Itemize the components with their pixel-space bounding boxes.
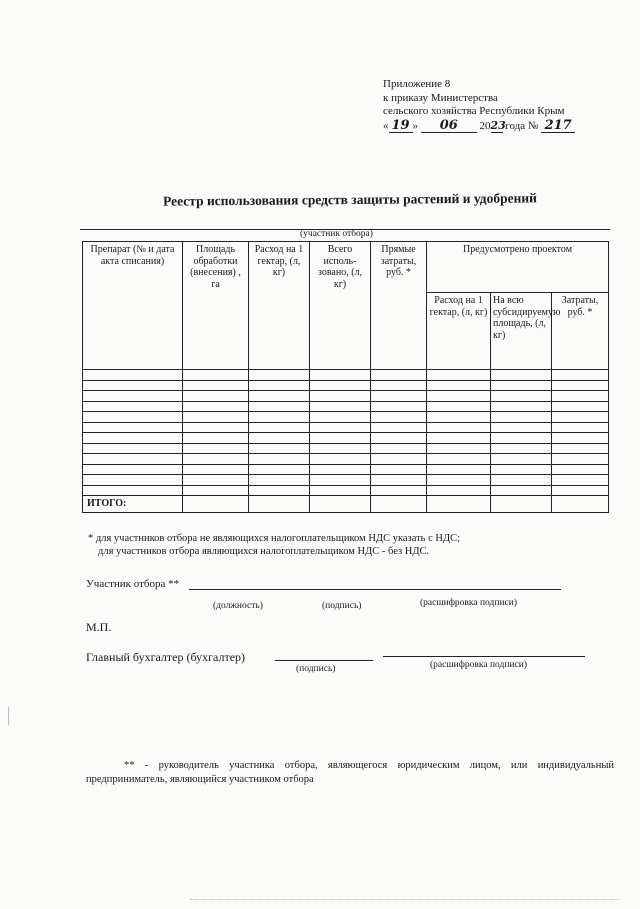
table-row xyxy=(83,391,609,401)
vat-note xyxy=(88,532,460,558)
header-project-rate: Расход на 1 гектар, (л, кг) xyxy=(427,293,491,370)
table-row xyxy=(83,475,609,485)
scan-mark xyxy=(8,707,9,725)
order-date-line xyxy=(383,119,575,134)
total-row xyxy=(83,496,609,513)
participant-signature-line xyxy=(189,589,561,590)
table-row xyxy=(83,401,609,411)
chief-decode-line xyxy=(383,656,585,657)
appendix-line-2: к приказу Министерства xyxy=(383,91,498,104)
participant-signature-label: Участник отбора ** xyxy=(86,578,180,590)
register-table xyxy=(82,241,609,513)
year-word: года № xyxy=(505,119,539,132)
chief-sign-caption: (подпись) xyxy=(296,664,336,674)
table-row xyxy=(83,370,609,380)
quote-open: « xyxy=(383,119,389,132)
header-project-costs: Затраты, руб. * xyxy=(552,293,609,370)
table-row xyxy=(83,380,609,390)
chief-decode-caption: (расшифровка подписи) xyxy=(430,660,527,670)
order-day: 19 xyxy=(389,119,413,134)
participant-label: (участник отбора) xyxy=(300,229,373,239)
vat-note-line-2: для участников отбора являющихся налогоплательщиком НДС - без НДС. xyxy=(98,546,430,557)
sign-caption: (подпись) xyxy=(322,601,362,611)
header-area: Площадь обработки (внесения) , га xyxy=(183,242,249,370)
order-number: 217 xyxy=(541,119,575,134)
table-row xyxy=(83,443,609,453)
appendix-line-3: сельского хозяйства Республики Крым xyxy=(383,105,565,117)
year-suffix: 23 xyxy=(490,118,506,132)
header-project-whole: На всю субсидируемую площадь, (л, кг) xyxy=(491,293,552,370)
table-row xyxy=(83,412,609,422)
year-prefix: 20 xyxy=(479,119,491,132)
quote-close: » xyxy=(412,119,418,132)
chief-sign-line xyxy=(275,660,373,661)
vat-note-line-1: * для участников отбора не являющихся налогоплательщиком НДС указать с НДС; xyxy=(88,533,461,544)
order-month: 06 xyxy=(421,119,477,134)
table-row xyxy=(83,485,609,495)
table-row xyxy=(83,422,609,432)
chief-accountant-label: Главный бухгалтер (бухгалтер) xyxy=(86,650,246,664)
header-preparat: Препарат (№ и дата акта списания) xyxy=(83,242,183,370)
footnote: ** - руководитель участника отбора, являющегося юридическим лицом, или индивидуальный предприниматель, являющийся участником отбора xyxy=(86,760,614,785)
appendix-line-1: Приложение 8 xyxy=(383,78,451,90)
header-rate: Расход на 1 гектар, (л, кг) xyxy=(249,242,310,370)
header-direct-costs: Прямые затраты, руб. * xyxy=(371,242,427,370)
position-caption: (должность) xyxy=(213,601,263,611)
header-project-group: Предусмотрено проектом xyxy=(427,242,609,293)
stamp-place: М.П. xyxy=(86,620,112,634)
document-title: Реестр использования средств защиты растений и удобрений xyxy=(162,190,537,209)
appendix-block xyxy=(383,78,575,133)
table-row xyxy=(83,433,609,443)
total-label: ИТОГО: xyxy=(83,496,183,513)
decode-caption: (расшифровка подписи) xyxy=(420,598,517,608)
header-used: Всего исполь-зовано, (л, кг) xyxy=(310,242,371,370)
scan-edge xyxy=(190,899,620,902)
table-row xyxy=(83,454,609,464)
table-row xyxy=(83,464,609,474)
